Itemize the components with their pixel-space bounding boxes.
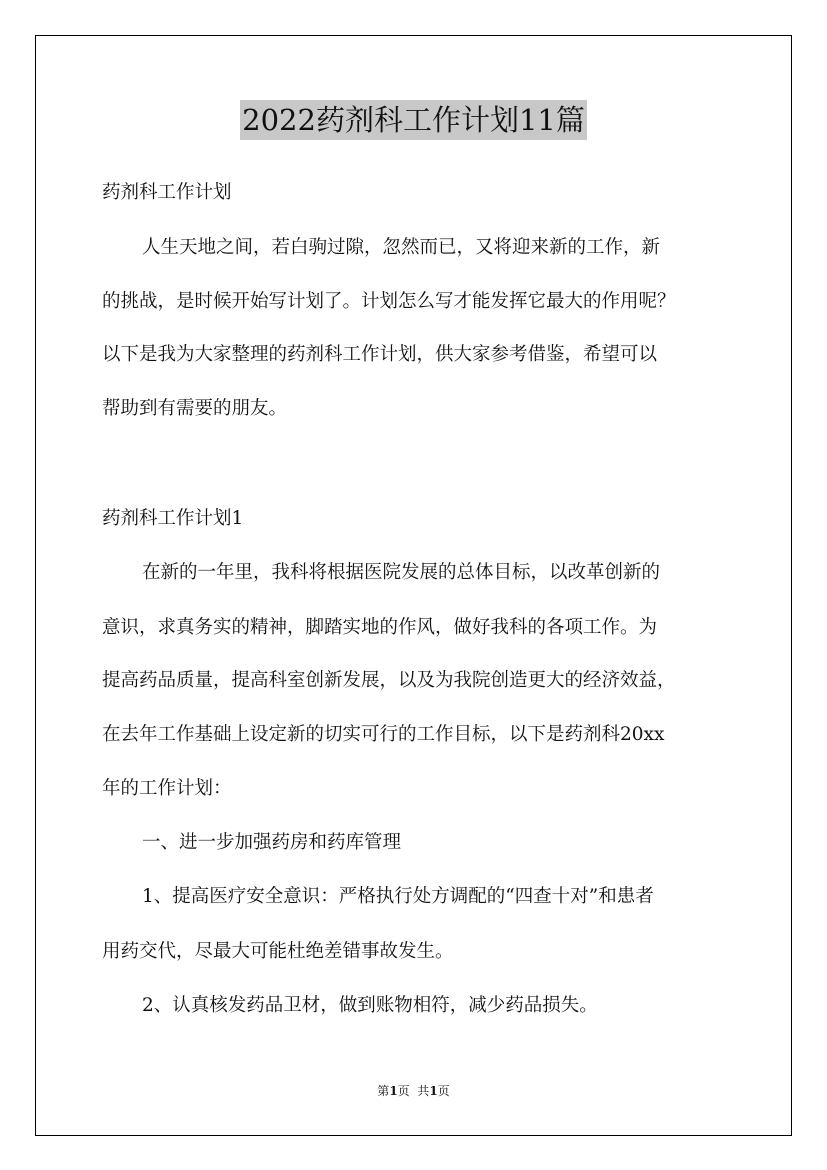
- plan1-line-4: 在去年工作基础上设定新的切实可行的工作目标，以下是药剂科20xx: [102, 724, 665, 745]
- item2-line: 2、认真核发药品卫材，做到账物相符，减少药品损失。: [142, 995, 598, 1016]
- intro-line-1: 人生天地之间，若白驹过隙，忽然而已，又将迎来新的工作，新: [142, 237, 661, 258]
- section-heading-plan-1: 药剂科工作计划1: [102, 508, 244, 529]
- footer-page-mid: 页 共: [397, 1084, 430, 1098]
- footer-page-suffix: 页: [437, 1084, 450, 1098]
- intro-line-2: 的挑战，是时候开始写计划了。计划怎么写才能发挥它最大的作用呢？: [102, 291, 676, 312]
- plan1-line-1: 在新的一年里，我科将根据医院发展的总体目标，以改革创新的: [142, 562, 661, 583]
- item1-line-1: 1、提高医疗安全意识：严格执行处方调配的“四查十对”和患者: [142, 886, 654, 907]
- plan1-line-2: 意识，求真务实的精神，脚踏实地的作风，做好我科的各项工作。为: [102, 617, 658, 638]
- plan1-line-5: 年的工作计划：: [102, 778, 232, 799]
- footer-page-number: 1: [389, 1084, 398, 1098]
- intro-line-4: 帮助到有需要的朋友。: [102, 398, 288, 419]
- intro-line-3: 以下是我为大家整理的药剂科工作计划，供大家参考借鉴，希望可以: [102, 344, 658, 365]
- item1-line-2: 用药交代，尽最大可能杜绝差错事故发生。: [102, 941, 454, 962]
- section-heading-intro: 药剂科工作计划: [102, 182, 232, 203]
- plan1-line-3: 提高药品质量，提高科室创新发展，以及为我院创造更大的经济效益，: [102, 670, 676, 691]
- document-title: 2022药剂科工作计划11篇: [240, 100, 587, 140]
- page-footer: [0, 1083, 827, 1099]
- subheading-pharmacy-management: 一、进一步加强药房和药库管理: [142, 832, 402, 853]
- footer-page-prefix: 第: [377, 1084, 390, 1098]
- footer-page-total: 1: [429, 1084, 438, 1098]
- title-container: [0, 100, 827, 140]
